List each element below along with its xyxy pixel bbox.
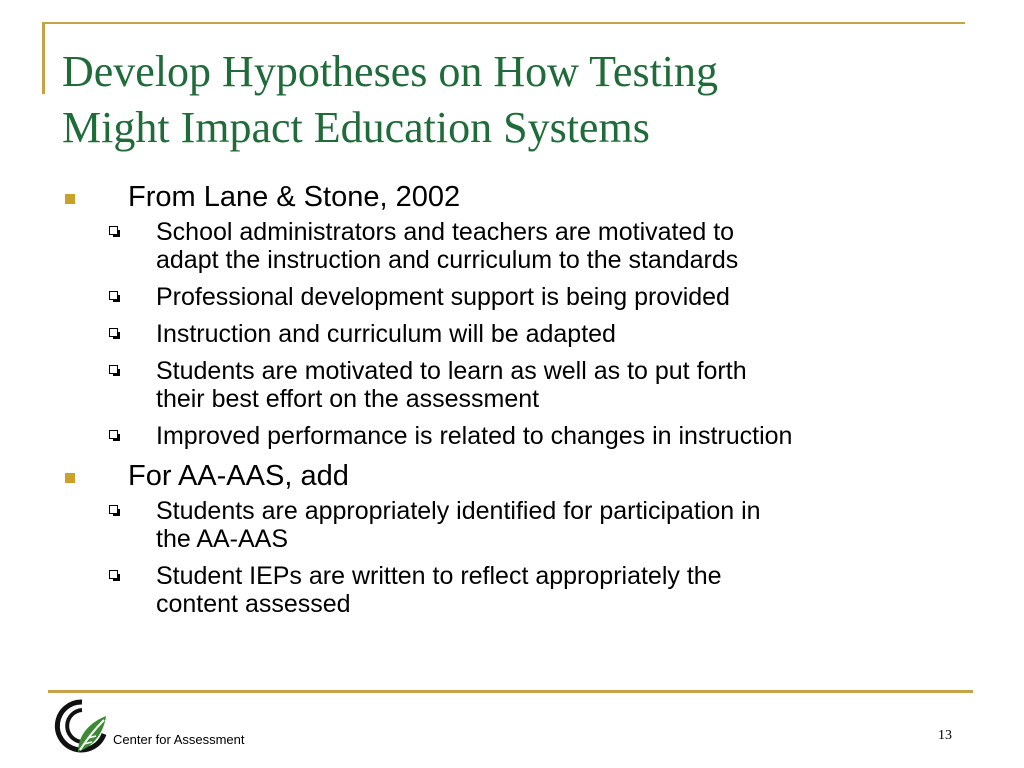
sub-bullet-text-line: content assessed bbox=[156, 590, 351, 618]
bullet-item bbox=[60, 459, 980, 493]
slide-body bbox=[60, 180, 980, 627]
bullet-text: For AA-AAS, add bbox=[128, 460, 349, 492]
sub-bullet-text-line: their best effort on the assessment bbox=[156, 385, 540, 413]
sub-bullet-text-line: Professional development support is being provided bbox=[156, 283, 730, 311]
top-rule bbox=[42, 22, 965, 24]
sub-bullet-text-line: Instruction and curriculum will be adapted bbox=[156, 320, 616, 348]
box-bullet-icon bbox=[109, 570, 118, 579]
sub-bullet-item bbox=[60, 497, 980, 553]
sub-bullet-item bbox=[60, 562, 980, 618]
left-rule bbox=[42, 22, 45, 94]
square-bullet-icon bbox=[65, 194, 75, 204]
sub-bullet-item bbox=[60, 320, 980, 348]
bullet-item bbox=[60, 180, 980, 214]
sub-bullet-item bbox=[60, 422, 980, 450]
box-bullet-icon bbox=[109, 505, 118, 514]
slide-title-line-1: Develop Hypotheses on How Testing bbox=[62, 47, 719, 96]
slide-title bbox=[62, 44, 962, 156]
sub-bullet-item bbox=[60, 218, 980, 274]
bullet-text: From Lane & Stone, 2002 bbox=[128, 181, 461, 213]
footer-org-name: Center for Assessment bbox=[113, 732, 245, 747]
sub-bullet-text-line: the AA-AAS bbox=[156, 525, 289, 553]
box-bullet-icon bbox=[109, 365, 118, 374]
center-for-assessment-logo bbox=[48, 694, 112, 758]
box-bullet-icon bbox=[109, 291, 118, 300]
sub-bullet-text-line: adapt the instruction and curriculum to the standards bbox=[156, 246, 739, 274]
box-bullet-icon bbox=[109, 430, 118, 439]
sub-bullet-text-line: Student IEPs are written to reflect appropriately the bbox=[156, 562, 722, 590]
sub-bullet-text-line: Students are motivated to learn as well as to put forth bbox=[156, 357, 747, 385]
slide-title-line-2: Might Impact Education Systems bbox=[62, 103, 650, 152]
sub-bullet-text-line: Improved performance is related to changes in instruction bbox=[156, 422, 793, 450]
box-bullet-icon bbox=[109, 226, 118, 235]
square-bullet-icon bbox=[65, 473, 75, 483]
sub-bullet-text-line: Students are appropriately identified for participation in bbox=[156, 497, 761, 525]
sub-bullet-item bbox=[60, 283, 980, 311]
sub-bullet-item bbox=[60, 357, 980, 413]
page-number: 13 bbox=[938, 728, 952, 743]
sub-bullet-text-line: School administrators and teachers are motivated to bbox=[156, 218, 735, 246]
box-bullet-icon bbox=[109, 328, 118, 337]
footer-rule bbox=[48, 690, 973, 693]
